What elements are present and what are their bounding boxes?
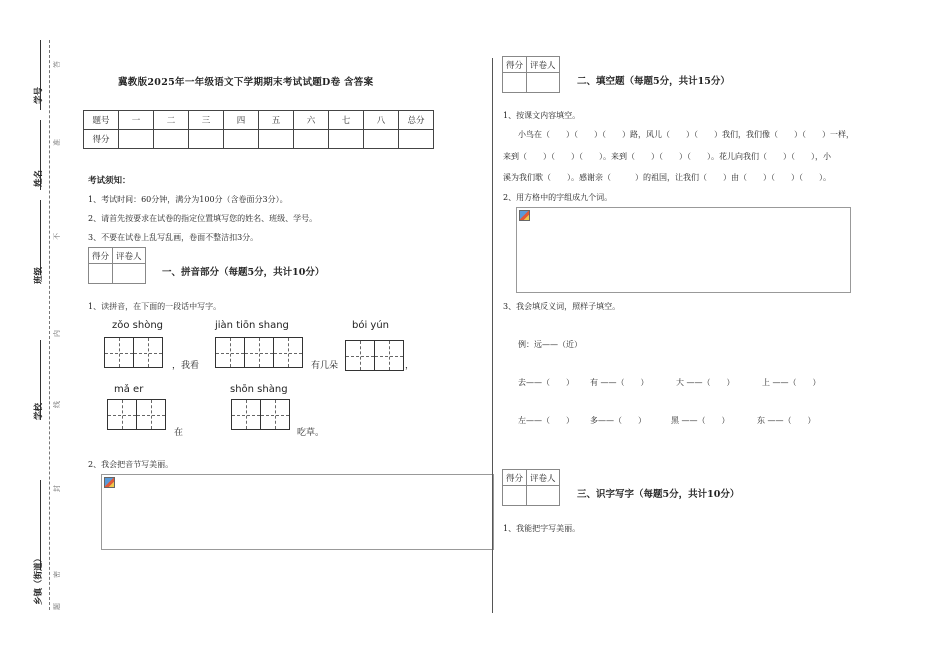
seal-mark: 封	[53, 485, 61, 492]
score-table-header-cell: 四	[224, 111, 259, 130]
writing-cell[interactable]	[345, 340, 375, 371]
binding-underline	[40, 200, 41, 275]
grader-box	[502, 469, 560, 506]
grader-box-score-cell[interactable]	[503, 486, 527, 506]
connector-text: ，	[405, 361, 415, 371]
score-cell[interactable]	[329, 130, 364, 149]
writing-cell[interactable]	[104, 337, 134, 368]
section1-title: 一、拼音部分（每题5分，共计10分）	[162, 267, 325, 278]
grader-box	[502, 56, 560, 93]
score-table-row-label: 得分	[84, 130, 119, 149]
score-table-header-cell: 二	[154, 111, 189, 130]
grader-box-grader-label: 评卷人	[113, 248, 146, 264]
seal-mark: 答	[53, 61, 61, 68]
score-table-header-row	[84, 111, 434, 130]
section1-q2: 2、我会把音节写美丽。	[88, 460, 174, 469]
image-placeholder	[516, 207, 851, 293]
score-table-header-cell: 五	[259, 111, 294, 130]
seal-mark: 线	[53, 401, 61, 408]
exam-title: 冀教版2025年一年级语文下学期期末考试试题D卷 含答案	[118, 77, 374, 88]
grader-box-score-cell[interactable]	[89, 264, 113, 284]
pinyin-label: shōn shàng	[230, 384, 288, 395]
pinyin-label: mǎ er	[114, 384, 144, 395]
notice-item: 3、不要在试卷上乱写乱画，卷面不整洁扣3分。	[88, 233, 259, 242]
score-cell[interactable]	[189, 130, 224, 149]
grader-box	[88, 247, 146, 284]
score-cell[interactable]	[294, 130, 329, 149]
grader-box-score-label: 得分	[89, 248, 113, 264]
seal-mark: 密	[53, 571, 61, 578]
score-cell[interactable]	[364, 130, 399, 149]
antonym-item[interactable]: 左——（ ）	[518, 416, 574, 425]
grader-box-score-label: 得分	[503, 470, 527, 486]
writing-cell[interactable]	[215, 337, 245, 368]
broken-image-icon	[519, 210, 530, 221]
score-cell[interactable]	[154, 130, 189, 149]
score-table-header-cell: 七	[329, 111, 364, 130]
writing-cell[interactable]	[374, 340, 404, 371]
score-table-header-cell: 总分	[399, 111, 434, 130]
score-cell[interactable]	[399, 130, 434, 149]
fill-line[interactable]: 小鸟在（ ）（ ）（ ）路，风儿（ ）（ ）我们，我们像（ ）（ ）一样，	[518, 130, 854, 139]
notice-heading: 考试须知：	[88, 176, 131, 186]
seal-mark: 内	[53, 330, 61, 337]
writing-cell[interactable]	[244, 337, 274, 368]
score-cell[interactable]	[119, 130, 154, 149]
score-table	[83, 110, 434, 149]
label-student-id: 学号	[34, 86, 44, 104]
seal-mark: 不	[53, 233, 61, 240]
antonym-item[interactable]: 有 ——（ ）	[590, 378, 649, 387]
label-class: 班级	[34, 266, 44, 284]
writing-cell[interactable]	[231, 399, 261, 430]
writing-grid[interactable]	[231, 399, 289, 430]
score-table-header-cell: 一	[119, 111, 154, 130]
antonym-item[interactable]: 东 ——（ ）	[757, 416, 816, 425]
antonym-example: 例：远——（近）	[518, 340, 582, 349]
grader-box-grader-cell[interactable]	[527, 486, 560, 506]
writing-grid[interactable]	[215, 337, 302, 368]
section2-title: 二、填空题（每题5分，共计15分）	[577, 76, 730, 87]
seal-mark: 题	[53, 603, 61, 610]
section2-q1: 1、按课文内容填空。	[503, 111, 581, 120]
section2-q2: 2、用方格中的字组成九个词。	[503, 193, 613, 202]
writing-cell[interactable]	[133, 337, 163, 368]
antonym-item[interactable]: 黑 ——（ ）	[671, 416, 730, 425]
section3-q1: 1、我能把字写美丽。	[503, 524, 581, 533]
label-school: 学校	[34, 402, 44, 420]
writing-grid[interactable]	[345, 340, 403, 371]
antonym-item[interactable]: 去——（ ）	[518, 378, 574, 387]
score-table-header-cell: 六	[294, 111, 329, 130]
section2-q3: 3、我会填反义词，照样子填空。	[503, 302, 621, 311]
connector-text: ，我看	[172, 361, 200, 371]
connector-text: 在	[174, 428, 184, 438]
writing-grid[interactable]	[104, 337, 162, 368]
pinyin-label: bói yún	[352, 320, 390, 331]
writing-cell[interactable]	[136, 399, 166, 430]
fill-line[interactable]: 溪为我们歌（ ）。感谢亲（ ）的祖国，让我们（ ）由（ ）（ ）（ ）。	[503, 173, 831, 182]
grader-box-grader-label: 评卷人	[527, 470, 560, 486]
grader-box-score-cell[interactable]	[503, 73, 527, 93]
section1-q1: 1、读拼音，在下面的一段话中写字。	[88, 302, 222, 311]
score-table-header-cell: 题号	[84, 111, 119, 130]
pinyin-label: zǒo shòng	[112, 320, 164, 331]
score-cell[interactable]	[224, 130, 259, 149]
label-township: 乡镇（街道）	[34, 553, 44, 605]
writing-cell[interactable]	[107, 399, 137, 430]
notice-item: 2、请首先按要求在试卷的指定位置填写您的姓名、班级、学号。	[88, 214, 318, 223]
pinyin-label: jiàn tiōn shang	[215, 320, 289, 331]
fill-line[interactable]: 来到（ ）（ ）（ ）。来到（ ）（ ）（ ）。花儿向我们（ ）（ ），小	[503, 152, 831, 161]
antonym-item[interactable]: 多——（ ）	[590, 416, 646, 425]
section3-title: 三、识字写字（每题5分，共计10分）	[577, 489, 740, 500]
grader-box-grader-label: 评卷人	[527, 57, 560, 73]
score-table-score-row	[84, 130, 434, 149]
broken-image-icon	[104, 477, 115, 488]
antonym-item[interactable]: 上 ——（ ）	[762, 378, 821, 387]
image-placeholder	[101, 474, 494, 550]
connector-text: 有几朵	[311, 361, 339, 371]
label-name: 姓名	[34, 169, 44, 187]
grader-box-score-label: 得分	[503, 57, 527, 73]
seal-mark: 准	[53, 139, 61, 146]
writing-grid[interactable]	[107, 399, 165, 430]
score-table-header-cell: 三	[189, 111, 224, 130]
score-table-header-cell: 八	[364, 111, 399, 130]
score-cell[interactable]	[259, 130, 294, 149]
binding-dashed-line	[49, 40, 50, 610]
antonym-item[interactable]: 大 ——（ ）	[676, 378, 735, 387]
grader-box-grader-cell[interactable]	[527, 73, 560, 93]
notice-item: 1、考试时间：60分钟，满分为100分（含卷面分3分）。	[88, 195, 288, 204]
writing-cell[interactable]	[273, 337, 303, 368]
grader-box-grader-cell[interactable]	[113, 264, 146, 284]
writing-cell[interactable]	[260, 399, 290, 430]
column-divider	[492, 58, 493, 613]
connector-text: 吃草。	[297, 428, 325, 438]
